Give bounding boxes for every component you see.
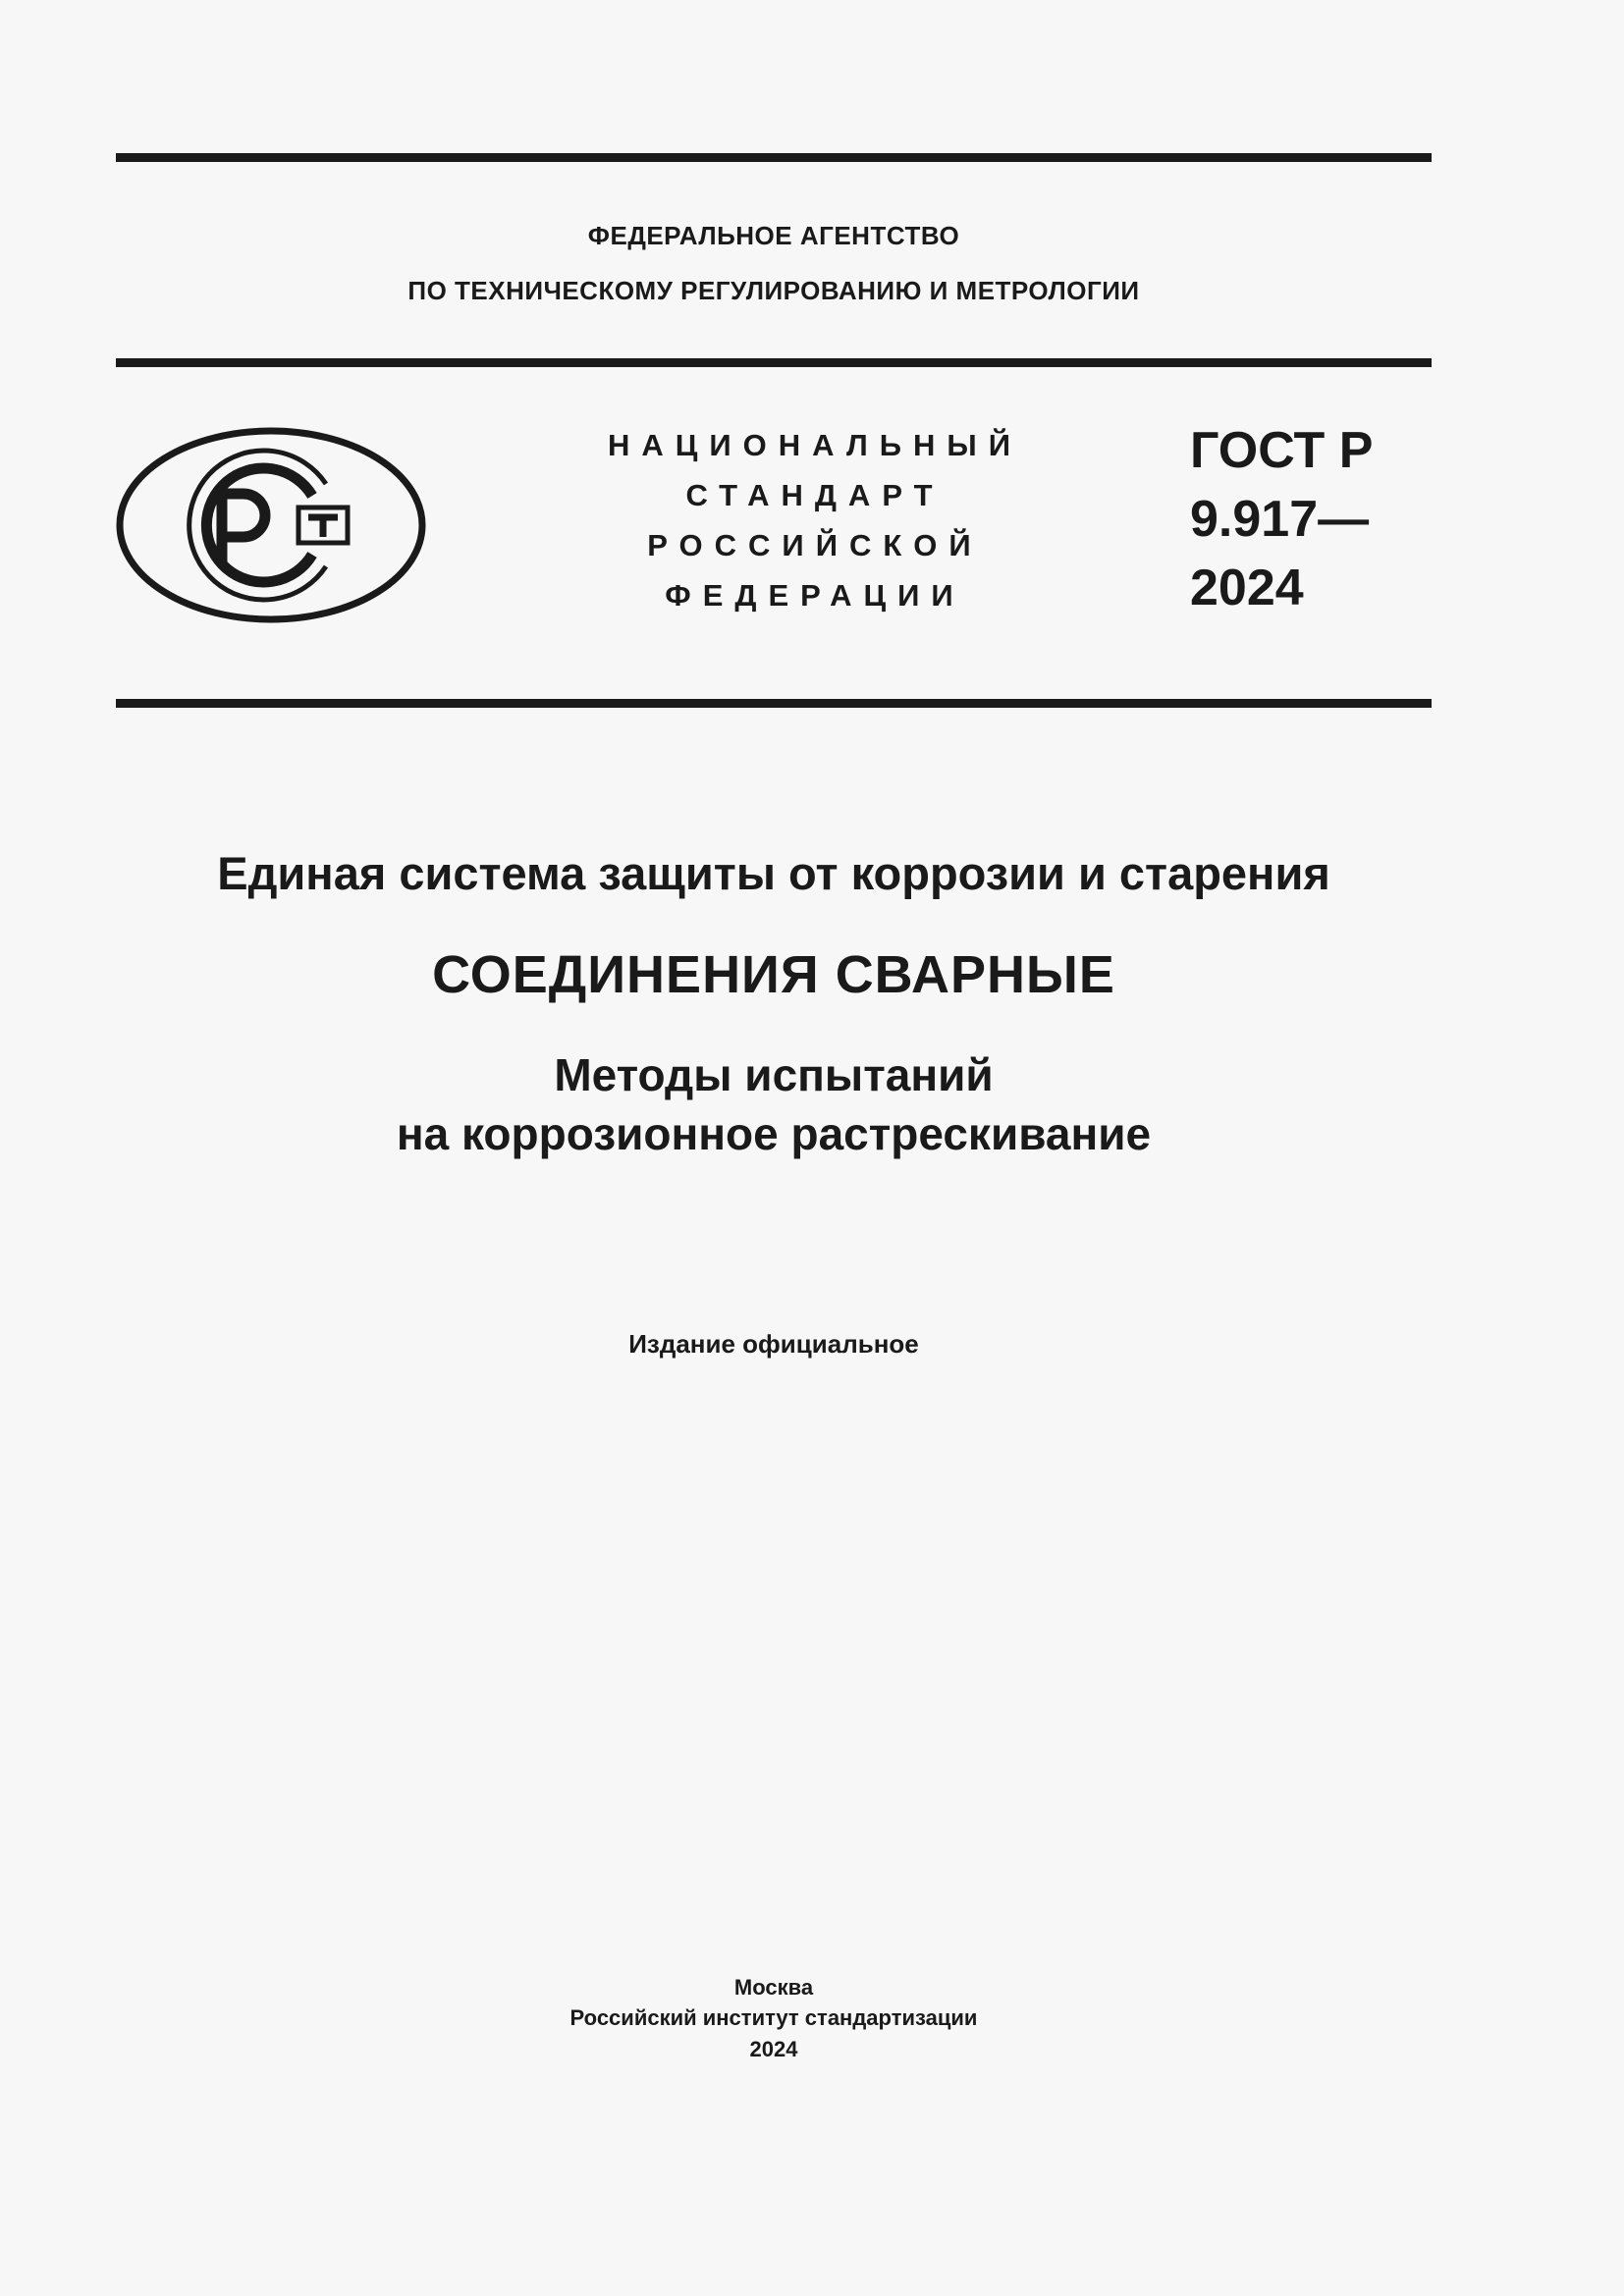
designation-line2: 9.917— <box>1190 491 1370 548</box>
document-title: СОЕДИНЕНИЯ СВАРНЫЕ <box>432 945 1115 1004</box>
subtitle-line1: Методы испытаний <box>554 1049 994 1100</box>
top-rule <box>116 153 1432 162</box>
designation-line3: 2024 <box>1190 560 1304 616</box>
imprint-city: Москва <box>733 1975 814 2000</box>
agency-name-line1: ФЕДЕРАЛЬНОЕ АГЕНТСТВО <box>587 221 960 250</box>
title-rule <box>116 699 1432 708</box>
standard-designation <box>1190 416 1426 622</box>
imprint-publisher: Российский институт стандартизации <box>569 2005 978 2030</box>
imprint-year: 2024 <box>749 2037 798 2061</box>
subtitle-line2: на коррозионное растрескивание <box>396 1108 1152 1159</box>
national-standard-line2: СТАНДАРТ <box>685 478 945 512</box>
series-title: Единая система защиты от коррозии и старения <box>217 847 1330 899</box>
header-rule <box>116 358 1432 367</box>
national-standard-line4: ФЕДЕРАЦИИ <box>665 578 965 613</box>
edition-label: Издание официальное <box>628 1329 919 1359</box>
gost-r-logo-icon <box>116 427 426 623</box>
designation-line1: ГОСТ Р <box>1190 422 1374 479</box>
agency-name-line2: ПО ТЕХНИЧЕСКОМУ РЕГУЛИРОВАНИЮ И МЕТРОЛОГИИ <box>407 276 1140 305</box>
national-standard-line3: РОССИЙСКОЙ <box>647 528 983 562</box>
national-standard-heading <box>550 420 1080 620</box>
national-standard-line1: НАЦИОНАЛЬНЫЙ <box>607 428 1023 462</box>
